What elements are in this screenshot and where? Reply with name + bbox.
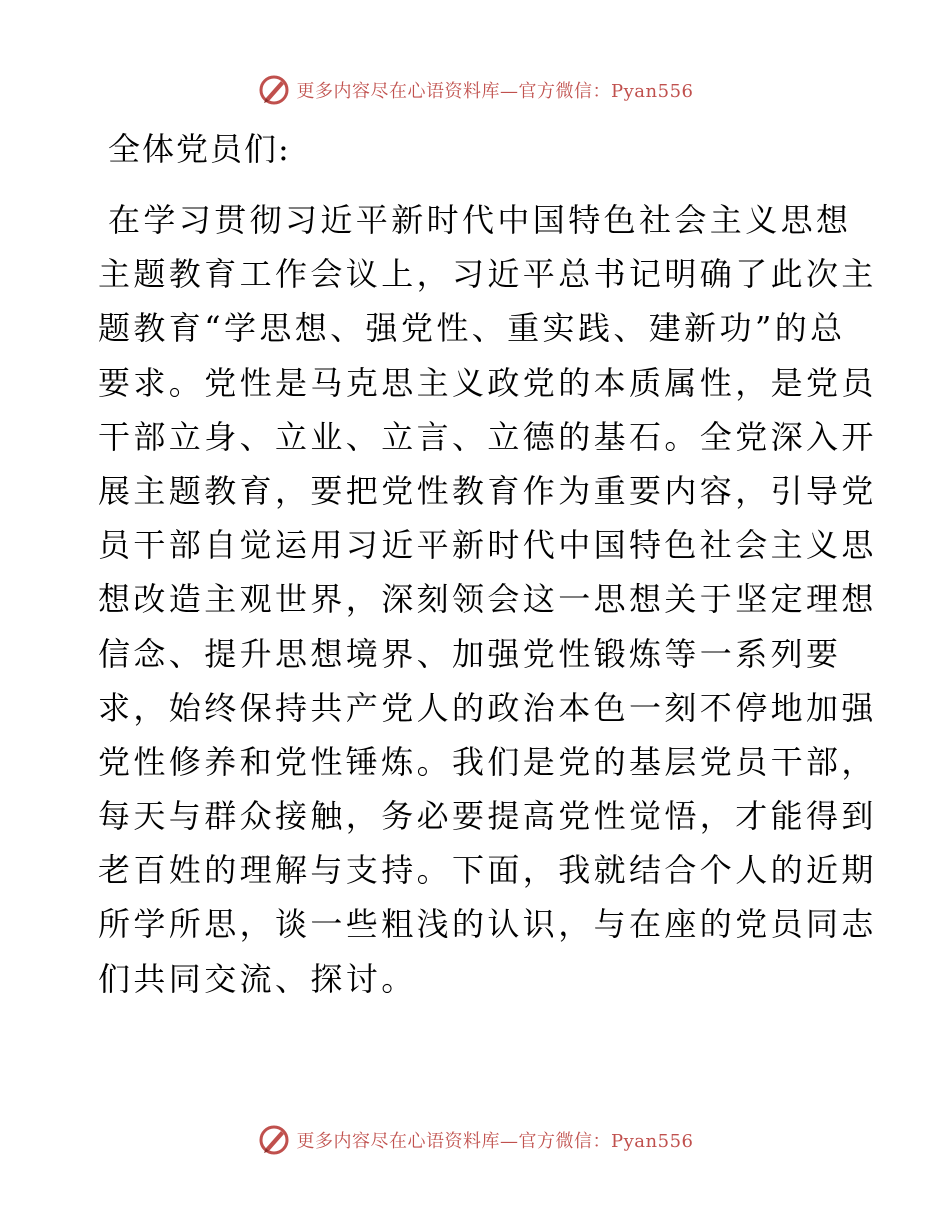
watermark-text: 更多内容尽在心语资料库—官方微信：Pyan556 — [296, 81, 694, 102]
text-line: 干部立身、立业、立言、立德的基石。全党深入开 — [98, 417, 877, 456]
text-line: 在学习贯彻习近平新时代中国特色社会主义思想 — [108, 201, 852, 239]
watermark-text: 更多内容尽在心语资料库—官方微信：Pyan556 — [296, 1131, 694, 1152]
text-line: 信念、提升思想境界、加强党性锻炼等一系列要 — [98, 634, 842, 673]
text-line: 党性修养和党性锤炼。我们是党的基层党员干部， — [98, 742, 877, 781]
pen-logo-icon — [257, 73, 291, 107]
text-line: 们共同交流、探讨。 — [98, 959, 417, 998]
pen-logo-icon — [257, 1123, 291, 1157]
text-line: 所学所思，谈一些粗浅的认识，与在座的党员同志 — [98, 905, 877, 944]
body-paragraph — [98, 193, 877, 1006]
text-line: 每天与群众接触，务必要提高党性觉悟，才能得到 — [98, 797, 877, 836]
text-line: 求，始终保持共产党人的政治本色一刻不停地加强 — [98, 688, 877, 727]
footer-watermark — [0, 1120, 950, 1160]
text-line: 老百姓的理解与支持。下面，我就结合个人的近期 — [98, 851, 877, 890]
document-body — [98, 127, 877, 1006]
text-line: 要求。党性是马克思主义政党的本质属性，是党员 — [98, 363, 877, 402]
text-line: 主题教育工作会议上，习近平总书记明确了此次主 — [98, 255, 877, 294]
text-line: 展主题教育，要把党性教育作为重要内容，引导党 — [98, 471, 877, 510]
header-watermark — [0, 70, 950, 110]
text-line: 员干部自觉运用习近平新时代中国特色社会主义思 — [98, 526, 877, 565]
text-line: 题教育“学思想、强党性、重实践、建新功”的总 — [98, 309, 846, 348]
text-line: 想改造主观世界，深刻领会这一思想关于坚定理想 — [98, 580, 877, 619]
greeting: 全体党员们: — [108, 130, 291, 168]
